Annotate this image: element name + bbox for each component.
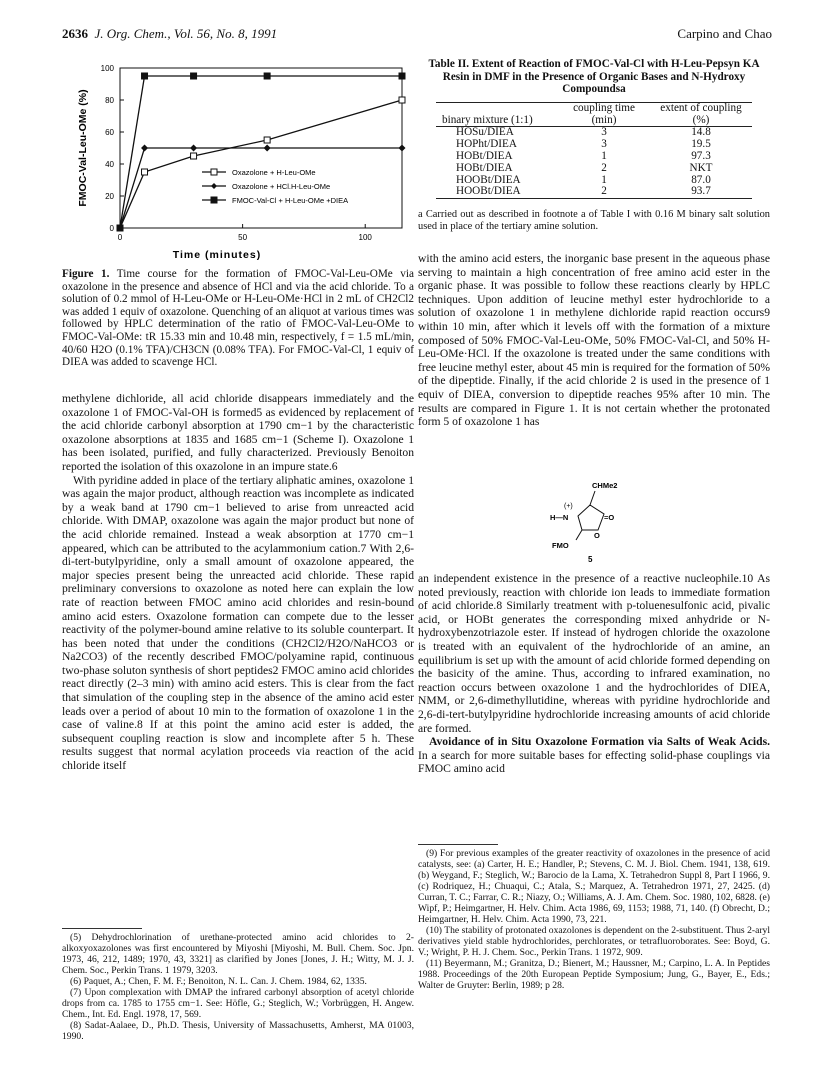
table2-title: Table II. Extent of Reaction of FMOC-Val-Cl with H-Leu-Pepsyn KA Resin in DMF in the Presence of Organic Bases and N-Hydroxy Compoundsa [428,58,760,96]
structure-label: CHMe2 [592,481,618,490]
series-point [191,73,197,79]
footnote: (5) Dehydrochlorination of urethane-protected amino acid chlorides to 2-alkoxyoxazolones was first encountered by Miyoshi [Miyoshi, M. Bull. Chem. Soc. Jpn. 1973, 46, 212, 1489; 1970, 43, 3321] as clarified by Jones [Jones, J. H.; Witty, M. J. J. Chem. Soc., Perkin Trans. 1 1979, 3203. [62,932,414,976]
oxazolone-ring [578,505,604,530]
table2-footnote: a Carried out as described in footnote a of Table I with 0.16 M binary salt solution used in place of the tertiary amine solution. [418,209,770,233]
table-cell: 3 [601,126,607,139]
table-cell: HOPht/DIEA [456,138,517,151]
table-cell: 19.5 [691,138,711,151]
left-column-body [62,392,414,773]
series-point [399,145,406,152]
right-footnotes [418,848,770,991]
table-cell: 1 [601,173,607,186]
footnote: (8) Sadat-Aalaee, D., Ph.D. Thesis, University of Massachusetts, Amherst, MA 01003, 1990. [62,1020,414,1042]
footnote-rule [62,928,142,929]
author-header: Carpino and Chao [677,26,772,41]
figure1-caption-label: Figure 1. [62,268,110,280]
series-point [264,137,270,143]
series-point [142,169,148,175]
footnote: (11) Beyermann, M.; Granitza, D.; Bienert, M.; Haussner, M.; Carpino, L. A. In Peptides 1988. Proceedings of the 20th European Peptide Symposium; Jung, G., Bayer, E., Eds.; Walter de Gruyter: Berlin, 1989; p 28. [418,958,770,991]
journal-citation: J. Org. Chem., Vol. 56, No. 8, 1991 [94,26,278,41]
table-cell: 1 [601,149,607,162]
structure-5-diagram [540,478,650,570]
x-axis-title: Time (minutes) [172,249,262,261]
series-point [399,73,405,79]
table2-header: extent of coupling (%) [660,101,742,126]
series-point [399,97,405,103]
structure-label: (+) [564,503,573,510]
body-paragraph: In a search for more suitable bases for effecting solid-phase couplings via FMOC amino acid [418,748,770,776]
body-paragraph: with the amino acid esters, the inorganic base present in the aqueous phase serving to maintain a high concentration of free amino acid ester in the organic phase. It was possible to follow these reactions clearly by HPLC techniques. Upon addition of leucine methyl ester hydrochloride to a solution of oxazolone 1 in methylene dichloride rapid reaction occurs9 within 10 min, after which it levels off with the formation of a mixture composed of 50% FMOC-Val-Leu-OMe, 50% FMOC-Val-Cl, and 50% H-Leu-OMe·HCl. If the oxazolone is treated under the same conditions with free leucine methyl ester, about 45 min is required for the formation of 50% of the dipeptide. Finally, if the acid chloride 2 is used in the presence of 1 equiv of DIEA, conversion to dipeptide reaches 95% after 10 min. The results are compared in Figure 1. It is not certain whether the protonated form 5 of oxazolone 1 has [418,252,770,429]
y-tick-label: 20 [105,192,114,201]
series-point [117,225,123,231]
y-tick-label: 40 [105,160,114,169]
page-number: 2636 [62,26,88,41]
y-tick-label: 0 [109,224,114,233]
table-row [436,186,752,198]
x-tick-label: 0 [117,233,123,242]
x-tick-label: 100 [358,233,372,242]
structure-label: H—N [550,513,569,522]
right-column-body [418,252,770,429]
footnote-rule [418,844,498,845]
footnote: (9) For previous examples of the greater reactivity of oxazolones in the presence of acid catalysts, see: (a) Carter, H. E.; Handler, P.; Stevens, C. M. J. Biol. Chem. 1941, 138, 619. (b) Weygand, F.; Steglich, W.; Barocio de la Lama, X. Tetrahedron Suppl 8, Part I 1966, 9. (c) Rodriquez, H.; Chuaqui, C.; Atala, S.; Marquez, A. Tetrahedron 1971, 27, 2425. (d) Curran, T. C.; Farrar, C. R.; Niazy, O.; Williams, A. J. Am. Chem. Soc. 1980, 102, 6828. (e) Wipf, P.; Heimgartner, H. Helv. Chim. Acta 1986, 69, 1153; 1988, 71, 140. (f) Obrecht, D.; Heimgartner, H. Helv. Chim. Acta 1990, 73, 221. [418,848,770,925]
table2-header: binary mixture (1:1) [442,113,533,126]
series-point [190,145,197,152]
y-tick-label: 60 [105,128,114,137]
figure1-caption-text: Time course for the formation of FMOC-Val-Leu-OMe via oxazolone in the presence and absence of HCl and via the acid chloride. To a solution of 0.2 mmol of H-Leu-OMe or H-Leu-OMe·HCl in 2 mL of CH2Cl2 was added 1 equiv of oxazolone. Quenching of an aliquot at various times was followed by HPLC determination of the ratio of FMOC-Val-Leu-OMe to FMOC-Val-OMe: tR 15.33 min and 10.48 min, respectively, f = 1.5 mL/min, 40/60 H2O (0.1% TFA)/CH3CN (0.08% TFA). For FMOC-Val-Cl, 1 equiv of DIEA was added to scavenge HCl. [62,268,414,369]
y-tick-label: 80 [105,96,114,105]
table-cell: HOOBt/DIEA [456,185,521,198]
table-row [436,163,752,175]
table-cell: HOOBt/DIEA [456,173,521,186]
table2-table [436,102,752,199]
section-heading: Avoidance of in Situ Oxazolone Formation via Salts of Weak Acids. [429,735,770,749]
table-cell: 87.0 [691,173,711,186]
footnote: (7) Upon complexation with DMAP the infrared carbonyl absorption of acetyl chloride drops from ca. 1785 to 1755 cm−1. See: Höfle, G.; Steglich, W.; Vorbrüggen, H. Angew. Chem., Int. Ed. Engl. 1978, 17, 569. [62,987,414,1020]
table-cell: HOSu/DIEA [456,126,514,139]
table-cell: 2 [601,161,607,174]
legend-marker [211,197,217,203]
legend-label: Oxazolone + H-Leu-OMe [232,168,316,177]
table-row [436,151,752,163]
x-tick-label: 50 [238,233,248,242]
footnote: (6) Paquet, A.; Chen, F. M. F.; Benoiton, N. L. Can. J. Chem. 1984, 62, 1335. [70,976,367,987]
table-cell: HOBt/DIEA [456,161,513,174]
table-cell: 3 [601,138,607,151]
structure-label: =O [604,513,615,522]
series-point [191,153,197,159]
figure1-caption [62,268,414,369]
series-line-3 [120,76,402,228]
series-line-1 [120,100,402,228]
series-point [142,73,148,79]
running-header [62,26,277,42]
table-cell: 97.3 [691,149,711,162]
table2-header: coupling time (min) [573,101,635,126]
y-axis-title: FMOC-Val-Leu-OMe (%) [77,89,89,207]
body-paragraph: methylene dichloride, all acid chloride disappears immediately and the oxazolone 1 of FMOC-Val-OH is formed5 as evidenced by replacement of the acid chloride carbonyl absorption at 1790 cm−1 by the characteristic oxazolone absorptions at 1835 and 1685 cm−1 (Scheme I). Oxazolone 1 has been isolated, purified, and fully characterized. Previously Benoiton reported the isolation of this oxazolone in an impure state.6 [62,392,414,473]
legend-label: FMOC-Val-Cl + H-Leu-OMe +DIEA [232,196,349,205]
structure-bond [576,530,582,540]
structure-label: FMO [552,541,569,550]
legend-marker [211,183,217,189]
right-column-body-2 [418,572,770,776]
body-paragraph: an independent existence in the presence of a reactive nucleophile.10 As noted previously, reaction with chloride ion leads to immediate formation of acid chloride.8 Similarly treatment with p-toluenesulfonic acid, pivalic acid, or HOBt generates the corresponding mixed anhydride or N-hydroxybenzotriazole ester. If instead of hydrogen chloride the oxazolone is treated with an equivalent of the hydrochloride of an amine, an equilibrium is set up with the amount of acid chloride formed depending on the basicity of the amine. Thus, according to infrared examination, no reaction occurs between oxazolone 1 and the hydrochlorides of DIEA, NMM, or 2,6-dimethyllutidine, whereas with pyridine hydrochloride and 2,6-di-tert-butylpyridine hydrochloride increasing amounts of acid chloride are formed. [418,572,770,735]
table-cell: 93.7 [691,185,711,198]
series-point [264,73,270,79]
table-cell: 2 [601,185,607,198]
table-cell: HOBt/DIEA [456,149,513,162]
table-cell: NKT [689,161,713,174]
body-paragraph: With pyridine added in place of the tertiary aliphatic amines, oxazolone 1 was again the major product, although reaction was incomplete as indicated by a weak band at 1790 cm−1 believed to arise from unreacted acid chloride. With DMAP, oxazolone was again the major product but none of the acid chloride remained. Instead a weak absorption at 1770 cm−1 appeared, which can be attributed to the acylammonium cation.7 With 2,6-di-tert-butylpyridine, only a small amount of oxazolone appeared, the major species present being the unreacted acid chloride. These rapid preliminary conversions to oxazolone as noted here can explain the low rate of reaction between FMOC amino acid chlorides and resin-bound amino acid esters. Oxazolone formation can compete due to the lesser reactivity of the polymer-bound amine relative to its soluble counterpart. It has been noted that under the conditions (CH2Cl2/H2O/NaHCO3 or Na2CO3) of the recently described FMOC/polyamine rapid, continuous two-phase soluton synthesis of short peptides2 FMOC amino acid chlorides react directly (2–3 min) with amino acid esters. This is clear from the fact that simulation of the coupling step in the absence of the amino acid ester leads over a period of about 10 min to the formation of oxazolone 1 in the case of valine.8 If at this point the amino acid ester is added, the subsequent coupling reaction is slow and incomplete after 5 h. These results suggest that normal acylation proceeds via reaction of the acid chloride itself [62,473,414,773]
series-point [264,145,271,152]
figure1-chart [62,58,414,268]
legend-label: Oxazolone + HCl.H-Leu-OMe [232,182,331,191]
footnote: (10) The stability of protonated oxazolones is dependent on the 2-substituent. Thus 2-aryl derivatives yield stable hydrochlorides, perchlorates, or tetrafluoroborates. See: Boyd, G. V.; Wright, P. H. J. Chem. Soc., Perkin Trans. 1 1972, 909. [418,925,770,958]
legend-marker [211,169,217,175]
structure-label: O [594,531,600,540]
structure-bond [590,491,595,505]
y-tick-label: 100 [100,64,114,73]
table-cell: 14.8 [691,126,711,139]
left-footnotes [62,932,414,1042]
table2 [418,58,770,233]
compound-number: 5 [588,555,593,564]
series-point [141,145,148,152]
